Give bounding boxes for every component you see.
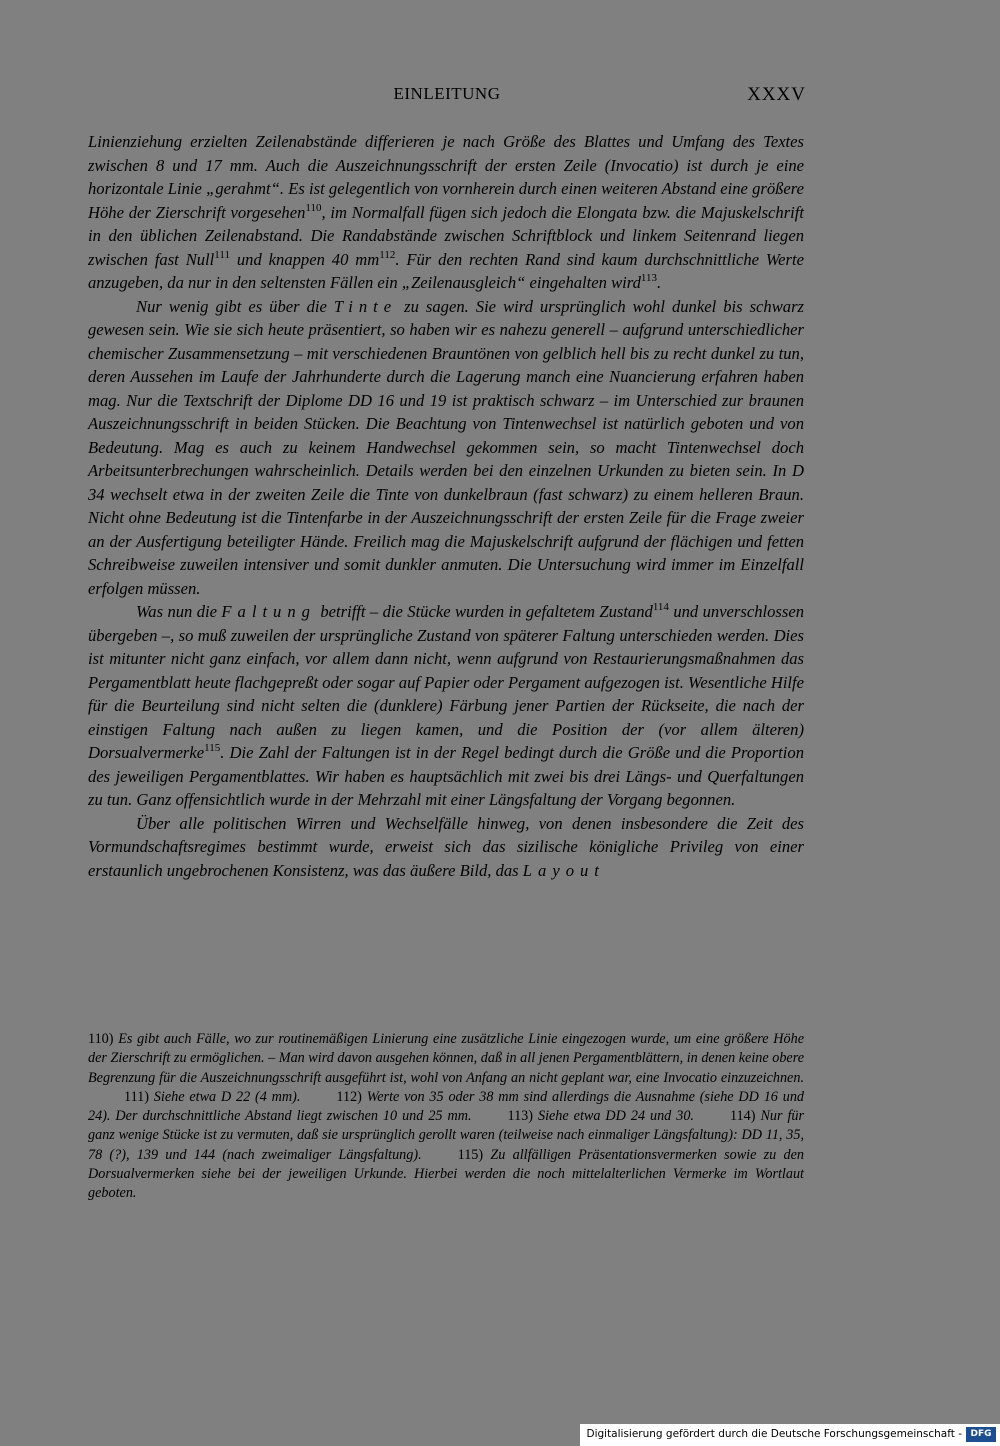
text-run: . Für den rechten Rand sind kaum durchschnittliche Werte anzugeben, da nur in den seltensten Fällen ein „Zeilenausgleich“ eingehalten wird bbox=[88, 249, 804, 292]
footnote-number: 110) bbox=[88, 1031, 114, 1047]
footnotes bbox=[88, 1030, 804, 1204]
paragraph bbox=[88, 130, 804, 295]
footnote-text: Zu allfälligen Präsentationsvermerken sowie zu den Dorsualvermerken siehe bei der jeweiligen Urkunde. Hierbei werden die noch mittelalterlichen Vermerke im Wortlaut geboten. bbox=[88, 1146, 804, 1202]
text-run: , im Normalfall fügen sich jedoch die Elongata bzw. die Majuskelschrift in den üblichen Zeilenabstand. Die Randabstände zwischen Schriftblock und linkem Seitenrand liegen zwischen fast Null bbox=[88, 202, 804, 269]
footnote-text: Nur für ganz wenige Stücke ist zu vermuten, daß sie ursprünglich gerollt waren (teilweise nach einmaliger Längsfaltung): DD 11, 35, 78 (?), 139 und 144 (nach zweimaliger Längsfaltung). bbox=[88, 1108, 805, 1163]
main-text bbox=[88, 130, 804, 882]
footer-bar bbox=[580, 1424, 1000, 1446]
text-run: betrifft – die Stücke wurden in gefaltetem Zustand bbox=[315, 602, 653, 621]
footnote-ref: 111 bbox=[214, 248, 230, 261]
text-run: zu sagen. Sie wird ursprünglich wohl dunkel bis schwarz gewesen sein. Wie sie sich heute präsentiert, so haben wir es nahezu generell – aufgrund unterschiedlicher chemischer Zusammensetzung – mit verschiedenen Brauntönen von gelblich hell bis zu recht dunkel zu tun, deren Aussehen im Laufe der Jahrhunderte durch die Lagerung manch eine Nuancierung erfahren haben mag. Nur die Textschrift der Diplome DD 16 und 19 ist praktisch schwarz – im Unterschied zur braunen Auszeichnungsschrift in beiden Stücken. Die Beachtung von Tintenwechsel ist natürlich geboten und von Bedeutung. Mag es auch zu keinem Handwechsel gekommen sein, so macht Tintenwechsel doch Arbeitsunterbrechungen wahrscheinlich. Details werden bei den einzelnen Urkunden zu bieten sein. In D 34 wechselt etwa in der zweiten Zeile die Tinte von dunkelbraun (fast schwarz) zu einem helleren Braun. Nicht ohne Bedeutung ist die Tintenfarbe in der Auszeichnungsschrift der ersten Zeile für die Frage zweier an der Ausfertigung beteiligter Hände. Freilich mag die Majuskelschrift aufgrund der flächigen und fetten Schreibweise zuweilen intensiver und somit dunkler anmuten. Die Untersuchung wird immer im Einzelfall erfolgen müssen. bbox=[88, 296, 804, 598]
footnote-ref: 112 bbox=[379, 248, 396, 261]
footnote-ref: 114 bbox=[652, 601, 669, 613]
footnote-number: 115) bbox=[457, 1146, 484, 1163]
page-number: XXXV bbox=[747, 84, 806, 105]
footnote-text: Werte von 35 oder 38 mm sind allerdings die Ausnahme (siehe DD 16 und 24). Der durchschnittliche Abstand liegt zwischen 10 und 25 mm. bbox=[88, 1088, 805, 1125]
paragraph bbox=[88, 812, 804, 883]
footnote-ref: 115 bbox=[204, 742, 221, 754]
funding-credit: Digitalisierung gefördert durch die Deutsche Forschungsgemeinschaft - bbox=[586, 1428, 962, 1440]
footnote-number: 114) bbox=[729, 1108, 756, 1125]
text-run: und knappen 40 mm bbox=[229, 249, 380, 269]
footnote-number: 111) bbox=[124, 1088, 149, 1105]
footnote-ref: 110 bbox=[305, 201, 322, 214]
footnote-text: Siehe etwa D 22 (4 mm). bbox=[153, 1088, 301, 1105]
text-run: . bbox=[657, 273, 662, 292]
running-title: EINLEITUNG bbox=[393, 84, 501, 103]
text-run: Was nun die bbox=[136, 602, 222, 621]
text-run: Linienziehung erzielten Zeilenabstände differieren je nach Größe des Blattes und Umfang des Textes zwischen 8 und 17 mm. Auch die Auszeichnungsschrift der ersten Zeile (Invocatio) ist durch je eine horizontale Linie „gerahmt“. Es ist gelegentlich von vornherein durch einen weiteren Abstand eine größere Höhe der Zierschrift vorgesehen bbox=[88, 132, 804, 222]
footnote-text: Es gibt auch Fälle, wo zur routinemäßigen Linierung eine zusätzliche Linie eingezogen wurde, um eine größere Höhe der Zierschrift zu ermöglichen. – Man wird davon ausgehen können, daß in all jenen Pergamentblättern, in denen keine obere Begrenzung für die Auszeichnungsschrift ausgeführt ist, wohl von Anfang an nicht geplant war, eine Invocatio einzuzeichnen. bbox=[88, 1031, 805, 1086]
spaced-term: Tinte bbox=[333, 296, 398, 316]
paragraph bbox=[88, 295, 804, 601]
footnote-text: Siehe etwa DD 24 und 30. bbox=[537, 1108, 694, 1125]
footnote-number: 112) bbox=[336, 1088, 362, 1105]
spaced-term: Faltung bbox=[221, 602, 316, 621]
text-run: . Die Zahl der Faltungen ist in der Regel bedingt durch die Größe und die Proportion des jeweiligen Pergamentblattes. Wir haben es hauptsächlich mit zwei bis drei Längs- und Querfaltungen zu tun. Ganz offensichtlich wurde in der Mehrzahl mit einer Längsfaltung der Vorgang begonnen. bbox=[88, 743, 804, 809]
paragraph bbox=[88, 600, 804, 812]
text-run: und unverschlossen übergeben –, so muß zuweilen der ursprüngliche Zustand von späterer Faltung unterschieden werden. Dies ist mitunter nicht ganz einfach, vor allem dann nicht, wenn aufgrund von Restaurierungsmaßnahmen das Pergamentblatt heute flachgepreßt oder sogar auf Papier oder Pergament aufgezogen ist. Wesentliche Hilfe für die Beurteilung sind nicht selten die (dunklere) Färbung jener Partien der Rückseite, die nach der einstigen Faltung nach außen zu liegen kamen, und die Position der (vor allem älteren) Dorsualvermerke bbox=[88, 602, 805, 762]
footnote-number: 113) bbox=[507, 1108, 533, 1125]
spaced-term: Layout bbox=[522, 860, 605, 880]
page-header bbox=[88, 84, 806, 108]
dfg-logo: DFG bbox=[966, 1427, 996, 1442]
text-run: Über alle politischen Wirren und Wechselfälle hinweg, von denen insbesondere die Zeit des Vormundschaftsregimes bestimmt wurde, erweist sich das sizilische königliche Privileg von einer erstaunlich ungebrochenen Konsistenz, was das äußere Bild, das bbox=[88, 813, 804, 880]
footnote-ref: 113 bbox=[640, 272, 657, 284]
text-run: Nur wenig gibt es über die bbox=[136, 296, 334, 316]
